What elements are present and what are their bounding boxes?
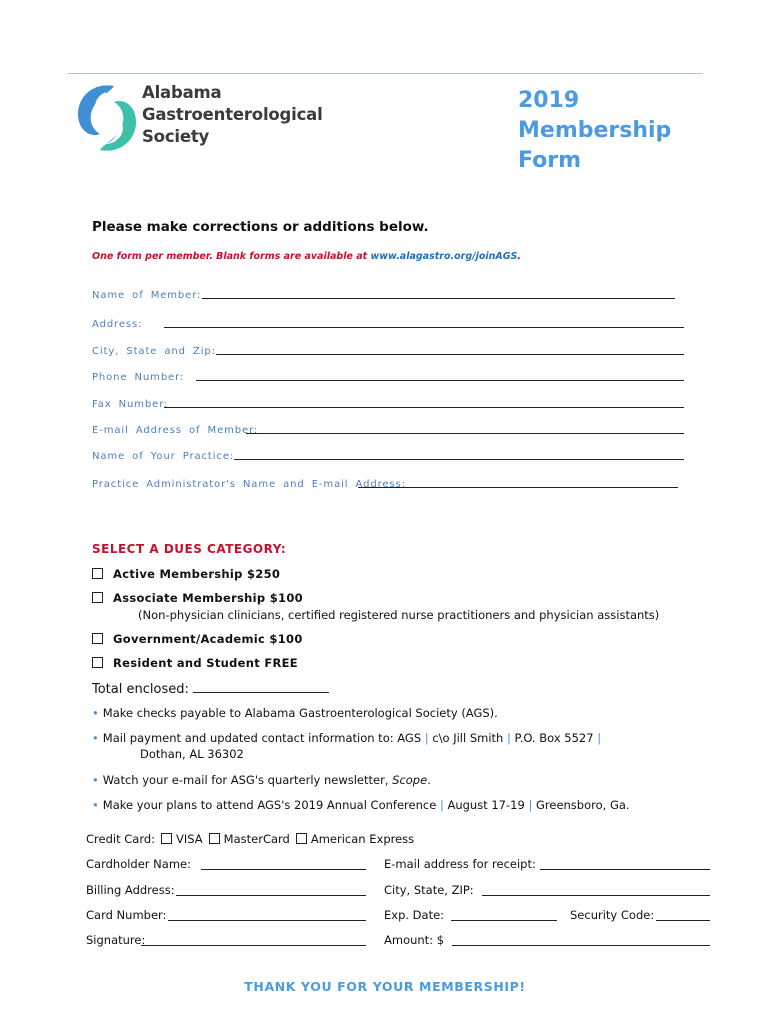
field-email-of-member[interactable] [92,420,258,436]
checkbox-mastercard[interactable] [209,833,220,844]
field-city-state-zip[interactable] [92,341,216,357]
total-label: Total enclosed: [92,682,189,697]
checkbox[interactable] [92,568,103,579]
field-practice-administrator[interactable] [92,474,406,490]
option-label: Government/Academic $100 [113,632,303,646]
bullet-icon: • [92,773,99,787]
checkbox[interactable] [92,592,103,603]
form-title-line: Form [518,148,582,173]
header-rule [68,73,703,74]
bullet-icon: • [92,706,99,720]
field-underline[interactable] [358,487,678,488]
dues-option-active[interactable] [92,567,280,581]
bullet-newsletter [92,773,431,787]
city-state-zip-label: City, State, ZIP: [384,883,474,897]
credit-card-label: Credit Card: [86,832,156,846]
bullet-text: . [427,773,431,787]
separator: | [528,798,533,812]
form-note [92,251,521,262]
cardholder-field[interactable] [201,869,366,870]
bullet-mail-city: Dothan, AL 36302 [140,747,244,761]
option-label: Resident and Student FREE [113,656,298,670]
bullet-text: Watch your e-mail for ASG's quarterly newsletter, [102,773,389,787]
associate-note: (Non-physician clinicians, certified registered nurse practitioners and physician assistants) [138,608,660,622]
dues-option-government[interactable] [92,632,303,646]
card-number-label: Card Number: [86,908,167,922]
credit-card-row [86,832,414,846]
society-name-line: Alabama [142,83,222,102]
field-label: Address: [92,319,143,330]
field-underline[interactable] [202,298,675,299]
exp-date-field[interactable] [451,920,557,921]
field-underline[interactable] [216,354,684,355]
billing-label: Billing Address: [86,883,175,897]
bullet-icon: • [92,798,99,812]
society-name-line: Society [142,127,210,146]
signature-field[interactable] [141,945,366,946]
field-underline[interactable] [164,407,684,408]
total-enclosed[interactable] [92,680,329,697]
bullet-icon: • [92,731,99,745]
checkbox[interactable] [92,633,103,644]
field-label: Fax Number: [92,399,169,410]
field-label: Name of Your Practice: [92,451,235,462]
field-underline[interactable] [246,433,684,434]
checkbox-amex[interactable] [296,833,307,844]
separator: | [424,731,429,745]
total-underline[interactable] [193,680,329,693]
field-underline[interactable] [196,380,684,381]
checkbox[interactable] [92,657,103,668]
separator: | [507,731,511,745]
field-phone-number[interactable] [92,367,184,383]
card-label: VISA [176,832,203,846]
option-label: Active Membership $250 [113,567,281,581]
society-name [142,82,323,148]
signature-label: Signature: [86,933,146,947]
amount-field[interactable] [452,945,710,946]
field-label: Name of Member: [92,290,202,301]
bullet-text: P.O. Box 5527 [514,731,594,745]
society-logo [76,82,138,154]
bullet-text: August 17-19 [447,798,525,812]
form-title-line: Membership [518,118,672,143]
bullet-text: Make checks payable to Alabama Gastroenterological Society (AGS). [102,706,498,720]
society-name-line: Gastroenterological [142,105,323,124]
card-label: MasterCard [223,832,290,846]
bullet-text: Mail payment and updated contact information to: AGS [102,731,422,745]
form-title-line: 2019 [518,88,580,113]
email-receipt-field[interactable] [540,869,710,870]
form-title [518,86,671,176]
security-code-label: Security Code: [570,908,655,922]
security-code-field[interactable] [656,920,710,921]
separator: | [597,731,602,745]
city-state-zip-field[interactable] [482,895,710,896]
field-address[interactable] [92,314,142,330]
note-text: One form per member. Blank forms are available at [92,251,371,262]
exp-date-label: Exp. Date: [384,908,445,922]
bullet-checks [92,706,498,720]
field-label: City, State and Zip: [92,346,216,357]
bullet-text: c\o Jill Smith [432,731,504,745]
cardholder-label: Cardholder Name: [86,857,191,871]
dues-option-resident[interactable] [92,656,298,670]
newsletter-name: Scope [392,773,428,787]
option-label: Associate Membership $100 [113,591,303,605]
field-underline[interactable] [164,327,684,328]
bullet-mail [92,731,601,745]
checkbox-visa[interactable] [161,833,172,844]
bullet-text: Make your plans to attend AGS's 2019 Annual Conference [102,798,437,812]
dues-option-associate[interactable] [92,591,303,605]
thank-you-message: THANK YOU FOR YOUR MEMBERSHIP! [244,979,526,994]
card-number-field[interactable] [168,920,366,921]
corrections-heading: Please make corrections or additions below. [92,219,429,235]
amount-label: Amount: $ [384,933,445,947]
separator: | [439,798,444,812]
join-link[interactable]: www.alagastro.org/joinAGS [370,251,518,262]
field-practice-name[interactable] [92,446,234,462]
billing-field[interactable] [176,895,366,896]
note-suffix: . [517,251,521,262]
field-fax-number[interactable] [92,394,168,410]
field-name-of-member[interactable] [92,285,201,301]
field-label: Practice Administrator's Name and E-mail Address: [92,479,406,490]
field-label: E-mail Address of Member: [92,425,259,436]
dues-title: SELECT A DUES CATEGORY: [92,542,287,556]
bullet-conference [92,798,630,812]
field-underline[interactable] [234,459,684,460]
field-label: Phone Number: [92,372,185,383]
bullet-text: Greensboro, Ga. [535,798,630,812]
email-receipt-label: E-mail address for receipt: [384,857,536,871]
card-label: American Express [310,832,415,846]
